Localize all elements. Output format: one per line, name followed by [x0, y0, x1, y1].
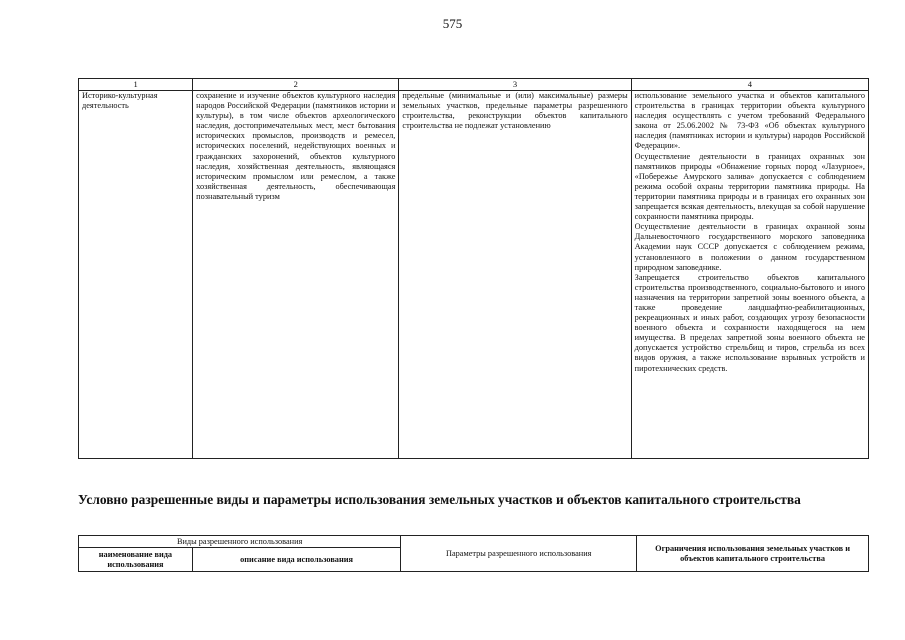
restriction-paragraph: Осуществление деятельности в границах охранной зоны Дальневосточного государственного морского заповедника Академии наук СССР допускается с соблюдением режима, установленного в положении о данном государственном природном заповеднике.	[634, 222, 865, 272]
restriction-paragraph: Осуществление деятельности в границах охранных зон памятников природы «Обнажение горных пород «Лазурное», «Побережье Амурского залива» допускается с соблюдением режима особой охраны территории памятника природы. На территории памятника природы и в границах его охранных зон запрещается всякая деятельность, влекущая за собой нарушение сохранности памятника природы.	[634, 151, 865, 222]
conditional-use-table-header	[78, 535, 869, 572]
restrictions-header: Ограничения использования земельных участков и объектов капитального строительства	[637, 536, 869, 572]
column-number-row	[79, 79, 869, 91]
column-number-2: 2	[193, 79, 399, 91]
use-name-header: наименование вида использования	[79, 548, 193, 572]
use-type-description-cell: сохранение и изучение объектов культурного наследия народов Российской Федерации (памятников истории и культуры), в том числе объектов археологического наследия, достопримечательных мест, мест бытования исторических промыслов, производств и ремесел, исторических поселений, недействующих военных и гражданских захоронений, объектов культурного наследия, хозяйственная деятельность, являющаяся историческим промыслом или ремеслом, а также хозяйственная деятельность, обеспечивающая познавательный туризм	[193, 91, 399, 459]
parameters-header: Параметры разрешенного использования	[401, 536, 637, 572]
restriction-paragraph: Запрещается строительство объектов капитального строительства производственного, социально-бытового и иного назначения на территории запретной зоны военного объекта, а также проведение ландшафтно-реабилитационных, рекреационных и иных работ, создающих угрозу безопасности военного объекта и сохранности находящегося на нем имущества. В пределах запретной зоны военного объекта не допускается устройство стрельбищ и тиров, стрельба из всех видов оружия, а также использование взрывных устройств и пиротехнических средств.	[634, 272, 865, 373]
parameters-cell: предельные (минимальные и (или) максимальные) размеры земельных участков, предельные параметры разрешенного строительства, реконструкции объектов капитального строительства не подлежат установлению	[399, 91, 631, 459]
column-number-4: 4	[631, 79, 868, 91]
page-number: 575	[442, 16, 463, 31]
restrictions-cell	[631, 91, 868, 459]
header-row	[79, 536, 869, 548]
group-header: Виды разрешенного использования	[79, 536, 401, 548]
use-description-header: описание вида использования	[192, 548, 400, 572]
restriction-paragraph: использование земельного участка и объектов капитального строительства в границах территории объекта культурного наследия осуществлять с учетом требований Федерального закона от 25.06.2002 № 73-ФЗ «Об объектах культурного наследия (памятниках истории и культуры) народов Российской Федерации».	[634, 91, 865, 151]
section-heading: Условно разрешенные виды и параметры использования земельных участков и объектов капитального строительства	[78, 492, 801, 507]
column-number-1: 1	[79, 79, 193, 91]
use-type-name-cell: Историко-культурная деятельность	[79, 91, 193, 459]
table-row	[79, 91, 869, 459]
land-use-table	[78, 78, 869, 459]
column-number-3: 3	[399, 79, 631, 91]
